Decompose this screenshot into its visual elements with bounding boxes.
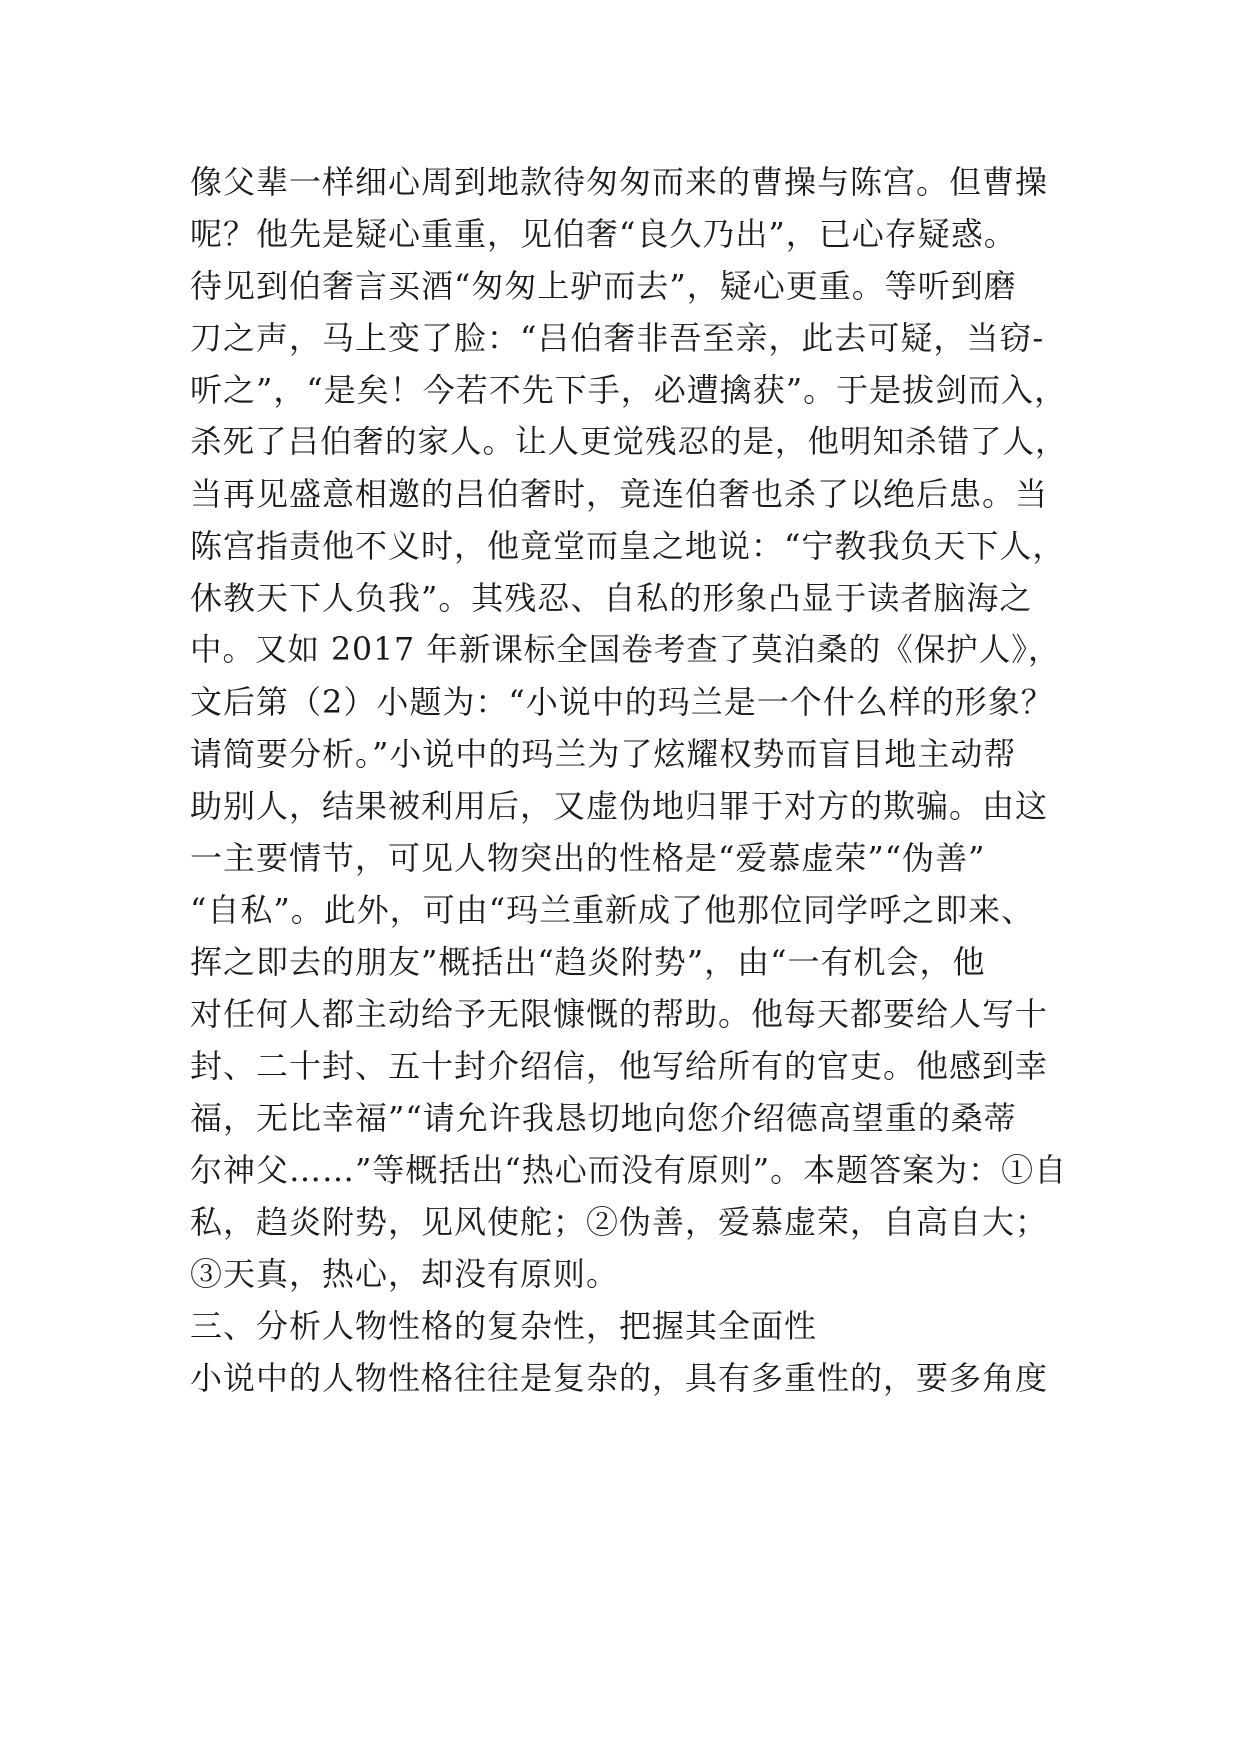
text-line: 助别人，结果被利用后，又虚伪地归罪于对方的欺骗。由这 <box>190 787 1049 825</box>
text-line: 休教天下人负我”。其残忍、自私的形象凸显于读者脑海之 <box>190 579 1033 617</box>
text-line: 请简要分析。”小说中的玛兰为了炫耀权势而盲目地主动帮 <box>190 735 1017 773</box>
section-heading: 三、分析人物性格的复杂性，把握其全面性 <box>190 1307 818 1345</box>
text-line: 当再见盛意相邀的吕伯奢时，竟连伯奢也杀了以绝后患。当 <box>190 475 1049 513</box>
text-line: 对任何人都主动给予无限慷慨的帮助。他每天都要给人写十 <box>190 995 1049 1033</box>
text-line: 呢？他先是疑心重重，见伯奢“良久乃出”，已心存疑惑。 <box>190 215 1017 253</box>
text-line: 像父辈一样细心周到地款待匆匆而来的曹操与陈宫。但曹操 <box>190 163 1049 201</box>
text-line: 小说中的人物性格往往是复杂的，具有多重性的，要多角度 <box>190 1359 1049 1397</box>
text-line: ③天真，热心，却没有原则。 <box>190 1255 620 1293</box>
text-line: 刀之声，马上变了脸：“吕伯奢非吾至亲，此去可疑，当窃- <box>190 319 1045 357</box>
text-line: 陈宫指责他不义时，他竟堂而皇之地说：“宁教我负天下人， <box>190 527 1066 565</box>
text-line: 一主要情节，可见人物突出的性格是“爱慕虚荣”“伪善” <box>190 839 986 877</box>
text-line: 私，趋炎附势，见风使舵；②伪善，爱慕虚荣，自高自大； <box>190 1203 1049 1241</box>
text-line: 福，无比幸福”“请允许我恳切地向您介绍德高望重的桑蒂 <box>190 1099 1017 1137</box>
text-line: “自私”。此外，可由“玛兰重新成了他那位同学呼之即来、 <box>190 891 1035 929</box>
text-line: 挥之即去的朋友”概括出“趋炎附势”，由“一有机会，他 <box>190 943 986 981</box>
text-line: 文后第（2）小题为：“小说中的玛兰是一个什么样的形象？ <box>190 683 1054 721</box>
text-line: 待见到伯奢言买酒“匆匆上驴而去”，疑心更重。等听到磨 <box>190 267 1017 305</box>
text-line: 听之”，“是矣！今若不先下手，必遭擒获”。于是拔剑而入， <box>190 371 1068 409</box>
text-line: 杀死了吕伯奢的家人。让人更觉残忍的是，他明知杀错了人， <box>190 424 1068 460</box>
text-line: 尔神父……”等概括出“热心而没有原则”。本题答案为：①自 <box>190 1151 1068 1189</box>
text-line: 封、二十封、五十封介绍信，他写给所有的官吏。他感到幸 <box>190 1047 1049 1085</box>
text-line: 中。又如 2017 年新课标全国卷考查了莫泊桑的《保护人》， <box>190 632 1061 668</box>
